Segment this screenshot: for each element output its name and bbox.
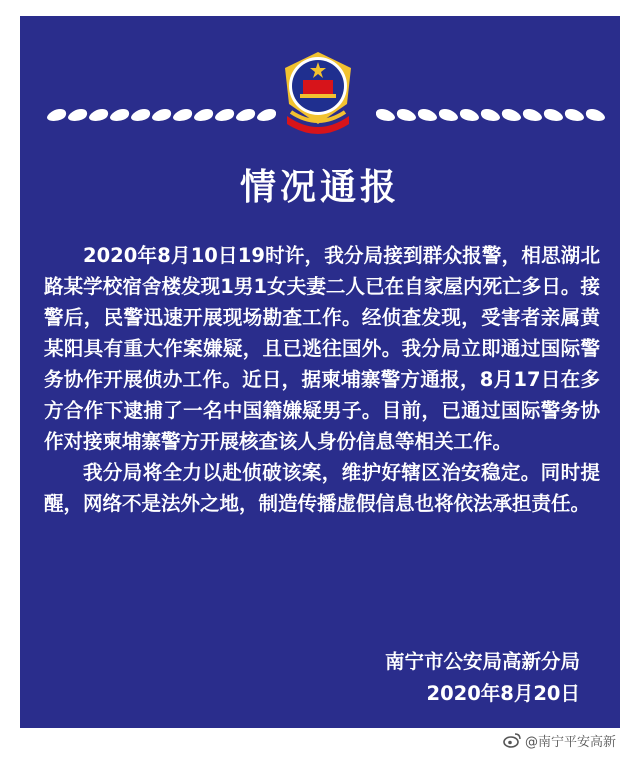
- wing-leaf: [583, 109, 607, 121]
- wing-leaf: [457, 109, 481, 121]
- wing-leaf: [66, 109, 90, 121]
- wing-leaf: [150, 109, 174, 121]
- police-notice-image: [20, 16, 620, 728]
- notice-body: [44, 240, 600, 519]
- wing-leaf: [541, 109, 565, 121]
- wing-leaf: [478, 109, 502, 121]
- notice-paragraph-1: 2020年8月10日19时许，我分局接到群众报警，相思湖北路某学校宿舍楼发现1男1女夫妻二人已在自家屋内死亡多日。接警后，民警迅速开展现场勘查工作。经侦查发现，受害者亲属黄某阳具有重大作案嫌疑，且已逃往国外。我分局立即通过国际警务协作开展侦办工作。近日，据柬埔寨警方通报，8月17日在多方合作下逮捕了一名中国籍嫌疑男子。目前，已通过国际警务协作对接柬埔寨警方开展核查该人身份信息等相关工作。: [44, 244, 600, 453]
- wing-leaf: [234, 109, 258, 121]
- issue-date: 2020年8月20日: [426, 682, 580, 705]
- wing-leaf: [45, 109, 69, 121]
- wing-leaf: [415, 109, 439, 121]
- wing-leaf: [376, 109, 397, 121]
- notice-title: 情况通报: [239, 167, 400, 208]
- weibo-watermark: [503, 730, 616, 750]
- left-wing-band: [26, 100, 276, 130]
- wing-leaf: [129, 109, 153, 121]
- wing-leaf: [436, 109, 460, 121]
- wing-leaf: [394, 109, 418, 121]
- wing-leaf: [108, 109, 132, 121]
- wing-leaf: [171, 109, 195, 121]
- issuing-organization: 南宁市公安局高新分局: [384, 650, 580, 673]
- wing-leaf: [499, 109, 523, 121]
- wing-leaf: [192, 109, 216, 121]
- wing-leaf: [562, 109, 586, 121]
- notice-paragraph-2: 我分局将全力以赴侦破该案，维护好辖区治安稳定。同时提醒，网络不是法外之地，制造传播虚假信息也将依法承担责任。: [44, 461, 600, 515]
- wing-leaf: [213, 109, 237, 121]
- weibo-logo-icon: [503, 732, 521, 748]
- watermark-text: @南宁平安高新: [524, 734, 616, 750]
- notice-signature: [385, 646, 580, 710]
- right-wing-band: [376, 100, 618, 130]
- police-emblem-icon: [273, 46, 363, 144]
- wing-leaf: [520, 109, 544, 121]
- wing-leaf: [87, 109, 111, 121]
